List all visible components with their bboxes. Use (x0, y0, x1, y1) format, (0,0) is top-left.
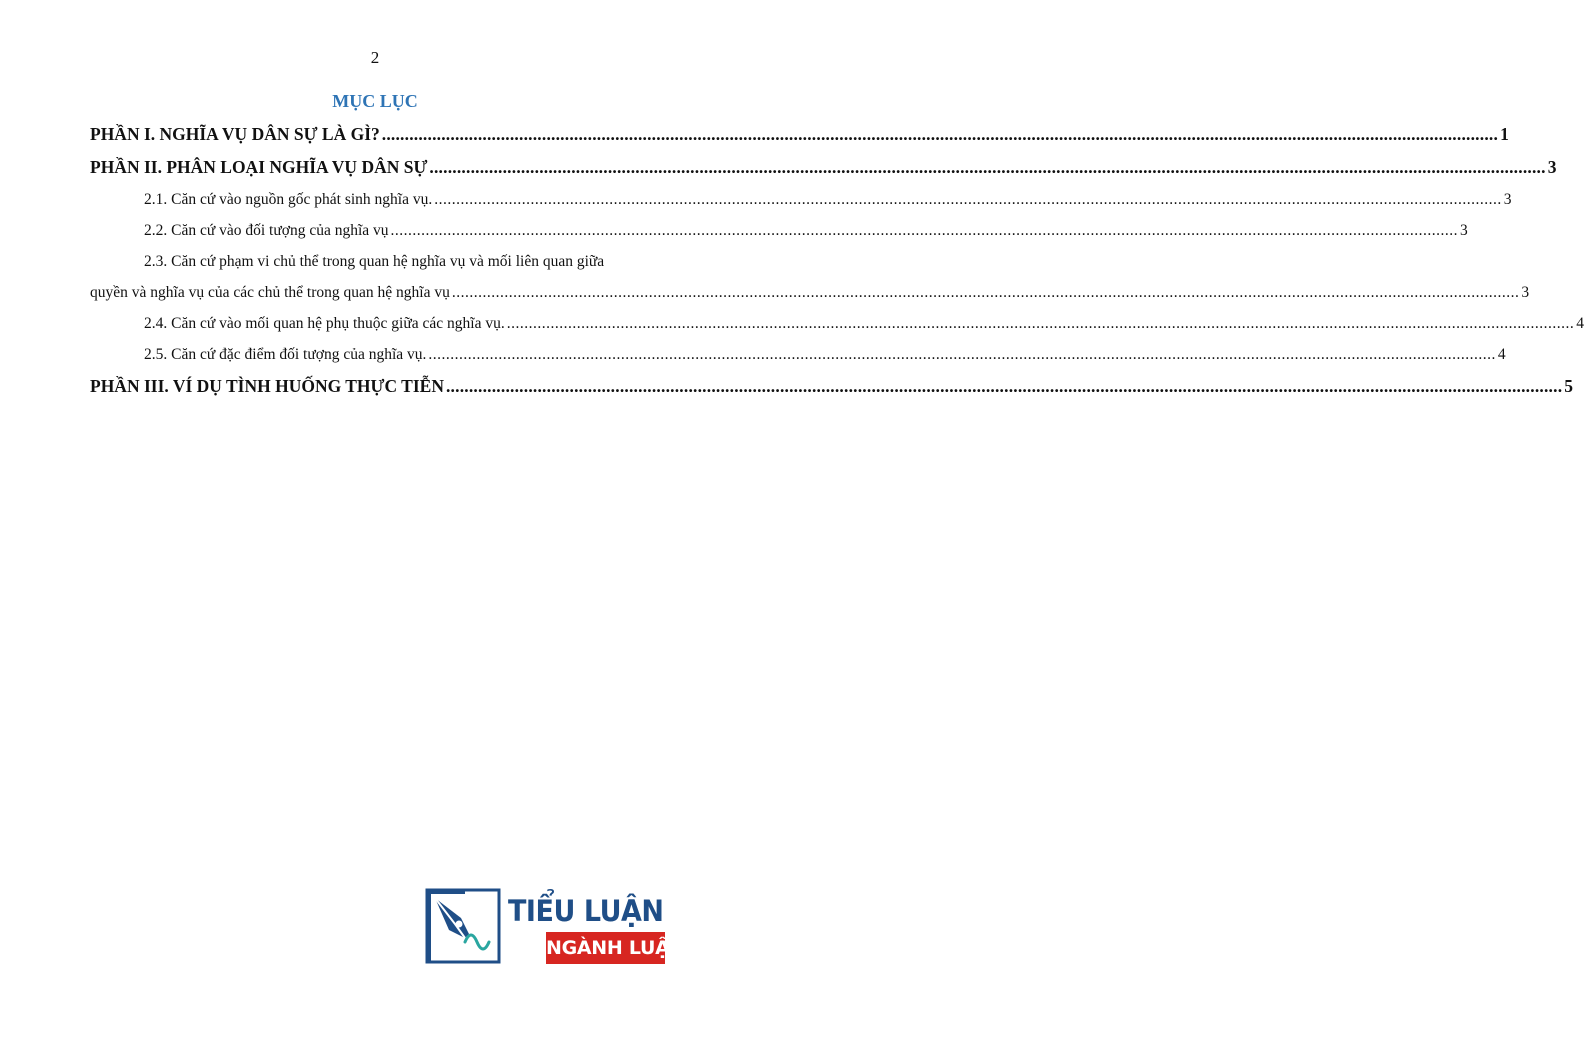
toc-entry-2-4[interactable] (90, 308, 1584, 339)
logo-subtitle: NGÀNH LUẬT (546, 932, 665, 964)
toc-entry-text: PHẦN II. PHÂN LOẠI NGHĨA VỤ DÂN SỰ (90, 157, 428, 177)
toc-leader-dots (452, 277, 1520, 308)
toc-entry-2-2[interactable] (90, 215, 1468, 246)
toc-entry-text: 2.5. Căn cứ đặc điểm đối tượng của nghĩa vụ. (144, 346, 427, 363)
toc-leader-dots (382, 118, 1498, 151)
pen-nib-icon (425, 888, 501, 964)
toc-entry-page: 4 (1576, 315, 1584, 332)
toc-entry-part-3[interactable] (90, 370, 1574, 403)
toc-entry-text-line-1: 2.3. Căn cứ phạm vi chủ thể trong quan hệ nghĩa vụ và mối liên quan giữa (144, 253, 605, 270)
toc-entry-text: 2.4. Căn cứ vào mối quan hệ phụ thuộc giữa các nghĩa vụ. (144, 315, 505, 332)
toc-leader-dots (391, 215, 1459, 246)
toc-entry-part-2[interactable] (90, 151, 1557, 184)
toc-leader-dots (434, 184, 1502, 215)
toc-entry-page: 3 (1503, 191, 1512, 208)
toc-entry-page: 4 (1497, 346, 1506, 363)
toc-entry-page: 3 (1521, 284, 1530, 301)
table-of-contents (90, 118, 1584, 403)
toc-entry-2-5[interactable] (90, 339, 1506, 370)
toc-entry-page: 3 (1547, 157, 1557, 177)
toc-entry-part-1[interactable] (90, 118, 1509, 151)
toc-leader-dots (507, 308, 1575, 339)
toc-entry-text: PHẦN III. VÍ DỤ TÌNH HUỐNG THỰC TIỄN (90, 376, 444, 396)
toc-entry-page: 3 (1460, 222, 1468, 239)
logo-title: TIỂU LUẬN (508, 894, 664, 928)
brand-logo (425, 888, 683, 968)
toc-entry-2-1[interactable] (90, 184, 1512, 215)
toc-leader-dots (429, 151, 1545, 184)
toc-entry-text-line-2: quyền và nghĩa vụ của các chủ thể trong quan hệ nghĩa vụ (90, 284, 450, 301)
toc-entry-page: 1 (1500, 124, 1509, 144)
toc-entry-text: 2.2. Căn cứ vào đối tượng của nghĩa vụ (144, 222, 389, 239)
toc-leader-dots (428, 339, 1496, 370)
toc-entry-2-3[interactable] (90, 246, 1530, 308)
toc-leader-dots (446, 370, 1562, 403)
toc-entry-text: PHẦN I. NGHĨA VỤ DÂN SỰ LÀ GÌ? (90, 124, 380, 144)
toc-entry-text: 2.1. Căn cứ vào nguồn gốc phát sinh nghĩa vụ. (144, 191, 433, 208)
page-number: 2 (370, 48, 380, 67)
toc-entry-page: 5 (1564, 376, 1574, 396)
toc-title: MỤC LỤC (332, 91, 418, 111)
